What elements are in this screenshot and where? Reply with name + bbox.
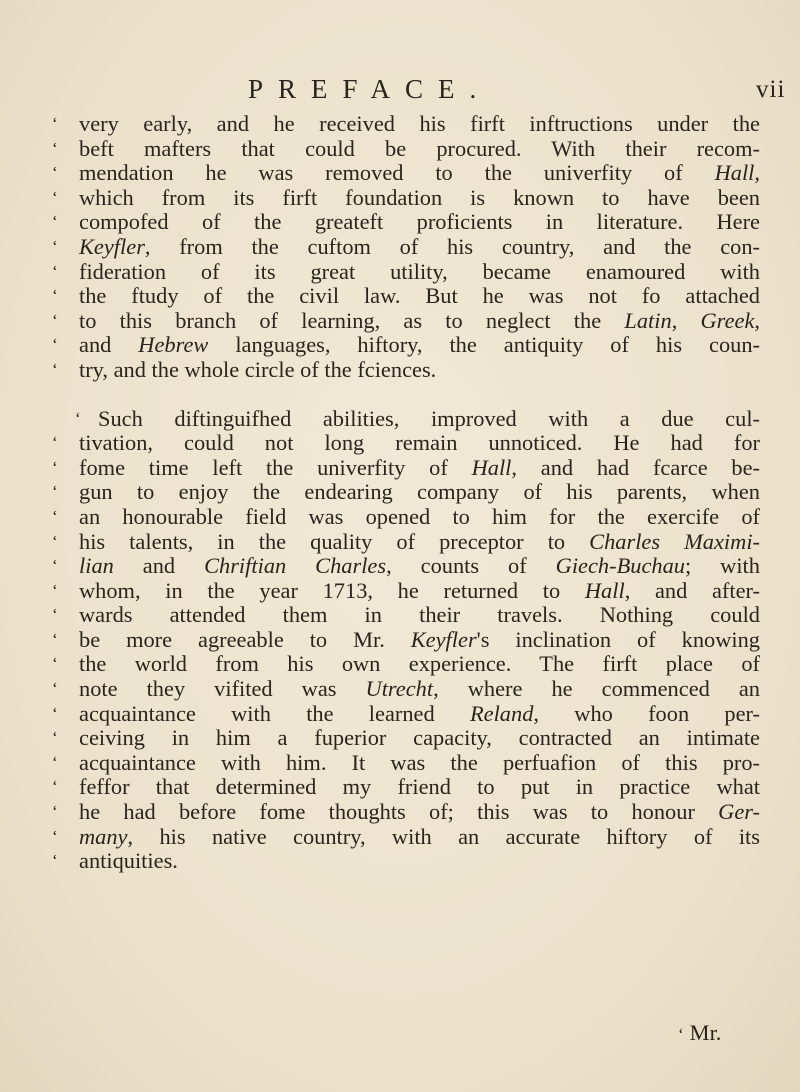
line-text: [79, 456, 760, 481]
text-segment: very early, and he received his firft inftructions under the: [79, 111, 760, 136]
text-segment: which from its firft foundation is known to have been: [79, 184, 760, 210]
italic-text: lian: [79, 553, 114, 579]
text-segment: , his native country, with an accurate hiftory of its: [127, 823, 760, 849]
text-segment: to this branch of learning, as to neglect the: [79, 307, 625, 333]
text-line: [52, 137, 762, 162]
line-text: [79, 677, 760, 702]
line-text: [79, 260, 760, 285]
quote-mark: ‘: [52, 163, 58, 183]
quote-mark: ‘: [52, 310, 58, 330]
quote-mark: ‘: [52, 728, 58, 748]
text-segment: ,: [754, 307, 760, 333]
text-segment: beft mafters that could be procured. With their recom-: [79, 135, 760, 161]
line-text: [79, 800, 760, 825]
quote-mark: ‘: [52, 286, 58, 306]
line-text: [79, 358, 760, 383]
quote-mark: ‘: [52, 703, 58, 723]
line-text: [79, 284, 760, 309]
quote-mark: ‘: [52, 679, 58, 699]
text-segment: 's inclination of knowing: [476, 626, 761, 652]
text-segment: and: [113, 553, 205, 579]
catchword-text: Mr.: [689, 1020, 722, 1045]
line-text: [79, 210, 760, 235]
quote-mark: ‘: [52, 531, 58, 551]
text-line: [52, 210, 762, 235]
text-segment: ,: [754, 160, 760, 186]
line-text: [79, 309, 760, 334]
line-text: [98, 407, 760, 432]
italic-text: Latin: [624, 307, 672, 333]
text-segment: gun to enjoy the endearing company of his parents, when: [79, 479, 760, 505]
text-segment: , counts of: [386, 553, 556, 579]
line-text: [79, 825, 760, 850]
paragraph: [52, 112, 762, 383]
page-number: vii: [756, 76, 786, 103]
quote-mark: ‘: [52, 335, 58, 355]
text-line: [52, 849, 762, 874]
text-segment: Such diftinguifhed abilities, improved with a due cul-: [98, 405, 760, 431]
italic-text: Hall: [471, 454, 512, 480]
quote-mark: ‘: [52, 580, 58, 600]
catchword: [678, 1020, 721, 1046]
italic-text: Reland: [469, 700, 534, 726]
text-line: [52, 260, 762, 285]
line-text: [79, 849, 760, 874]
quote-mark: ‘: [52, 654, 58, 674]
line-text: [79, 235, 760, 260]
text-segment: antiquities.: [79, 848, 178, 874]
text-segment: , where he commenced an: [433, 676, 760, 702]
text-line: [52, 112, 762, 137]
italic-text: Giech-Buchau: [555, 553, 685, 579]
line-text: [79, 751, 760, 776]
catchword-quote-mark: ‘: [678, 1025, 684, 1044]
text-line: [52, 628, 762, 653]
quote-mark: ‘: [52, 802, 58, 822]
text-segment: acquaintance with him. It was the perfuafion of this pro-: [79, 749, 760, 775]
text-segment: and: [79, 332, 139, 358]
text-line: [52, 677, 762, 702]
text-segment: feffor that determined my friend to put in practice what: [79, 774, 760, 800]
text-line: [52, 775, 762, 800]
line-text: [79, 775, 760, 800]
text-segment: acquaintance with the learned: [79, 700, 470, 726]
text-segment: languages, hiftory, the antiquity of his coun-: [208, 332, 760, 358]
text-line: [52, 407, 762, 432]
text-line: [52, 358, 762, 383]
line-text: [79, 161, 760, 186]
quote-mark: ‘: [52, 605, 58, 625]
text-segment: the ftudy of the civil law. But he was not fo attached: [79, 283, 760, 309]
quote-mark: ‘: [52, 777, 58, 797]
text-segment: be more agreeable to Mr.: [79, 626, 411, 652]
line-text: [79, 554, 760, 579]
line-text: [79, 333, 760, 358]
text-line: [52, 726, 762, 751]
running-head: PREFACE.: [248, 74, 492, 104]
quote-mark: ‘: [52, 556, 58, 576]
line-text: [79, 702, 760, 727]
text-segment: fideration of its great utility, became enamoured with: [79, 258, 760, 284]
text-line: [52, 480, 762, 505]
text-segment: tivation, could not long remain unnoticed. He had for: [79, 430, 760, 456]
italic-text: many: [79, 823, 128, 849]
line-text: [79, 186, 760, 211]
italic-text: Ger-: [718, 799, 760, 825]
line-text: [79, 652, 760, 677]
quote-mark: ‘: [52, 629, 58, 649]
text-line: [52, 431, 762, 456]
text-segment: try, and the whole circle of the fciences.: [79, 356, 437, 382]
text-segment: , and after-: [624, 577, 760, 603]
text-segment: , and had fcarce be-: [511, 454, 760, 480]
text-segment: , who foon per-: [533, 700, 760, 726]
quote-mark: ‘: [52, 826, 58, 846]
italic-text: Utrecht: [365, 676, 434, 702]
text-line: [52, 235, 762, 260]
text-line: [52, 800, 762, 825]
text-segment: ceiving in him a fuperior capacity, contracted an intimate: [79, 725, 760, 751]
quote-mark: ‘: [52, 433, 58, 453]
italic-text: Greek: [700, 307, 755, 333]
page-header: [0, 74, 800, 108]
text-segment: , from the cuftom of his country, and the con-: [144, 233, 760, 259]
line-text: [79, 480, 760, 505]
text-line: [52, 456, 762, 481]
quote-mark: ‘: [52, 851, 58, 871]
quote-mark: ‘: [75, 408, 81, 428]
paragraph: [52, 407, 762, 874]
quote-mark: ‘: [52, 236, 58, 256]
text-line: [52, 652, 762, 677]
line-text: [79, 530, 760, 555]
quote-mark: ‘: [52, 114, 58, 133]
italic-text: Hall: [584, 577, 625, 603]
text-segment: whom, in the year 1713, he returned to: [79, 577, 585, 603]
text-segment: fome time left the univerfity of: [79, 454, 472, 480]
text-line: [52, 579, 762, 604]
text-segment: ,: [671, 307, 701, 333]
italic-text: Hebrew: [138, 332, 209, 358]
text-line: [52, 309, 762, 334]
text-line: [52, 333, 762, 358]
text-line: [52, 554, 762, 579]
italic-text: Keyfler: [79, 233, 145, 259]
quote-mark: ‘: [52, 506, 58, 526]
italic-text: Chriftian Charles: [204, 553, 387, 579]
text-segment: compofed of the greateft proficients in literature. Here: [79, 209, 760, 235]
line-text: [79, 505, 760, 530]
text-line: [52, 530, 762, 555]
line-text: [79, 137, 760, 162]
text-line: [52, 186, 762, 211]
quote-mark: ‘: [52, 752, 58, 772]
italic-text: Keyfler: [410, 626, 477, 652]
italic-text: Charles Maximi-: [589, 528, 760, 554]
quote-mark: ‘: [52, 482, 58, 502]
text-line: [52, 702, 762, 727]
text-line: [52, 603, 762, 628]
text-segment: ; with: [684, 553, 760, 579]
quote-mark: ‘: [52, 359, 58, 379]
body-text: [52, 112, 762, 874]
text-segment: mendation he was removed to the univerfity of: [79, 160, 715, 186]
quote-mark: ‘: [52, 212, 58, 232]
quote-mark: ‘: [52, 457, 58, 477]
quote-mark: ‘: [52, 261, 58, 281]
quote-mark: ‘: [52, 138, 58, 158]
quote-mark: ‘: [52, 187, 58, 207]
line-text: [79, 628, 760, 653]
line-text: [79, 579, 760, 604]
text-line: [52, 825, 762, 850]
text-line: [52, 505, 762, 530]
line-text: [79, 603, 760, 628]
text-segment: he had before fome thoughts of; this was to honour: [79, 799, 719, 825]
text-segment: the world from his own experience. The firft place of: [79, 651, 760, 677]
text-segment: note they vifited was: [79, 676, 366, 702]
text-line: [52, 751, 762, 776]
text-line: [52, 284, 762, 309]
italic-text: Hall: [714, 160, 755, 186]
text-line: [52, 161, 762, 186]
text-segment: an honourable field was opened to him for the exercife of: [79, 503, 760, 529]
line-text: [79, 431, 760, 456]
text-segment: his talents, in the quality of preceptor to: [79, 528, 590, 554]
line-text: [79, 112, 760, 137]
text-segment: wards attended them in their travels. Nothing could: [79, 602, 760, 628]
line-text: [79, 726, 760, 751]
